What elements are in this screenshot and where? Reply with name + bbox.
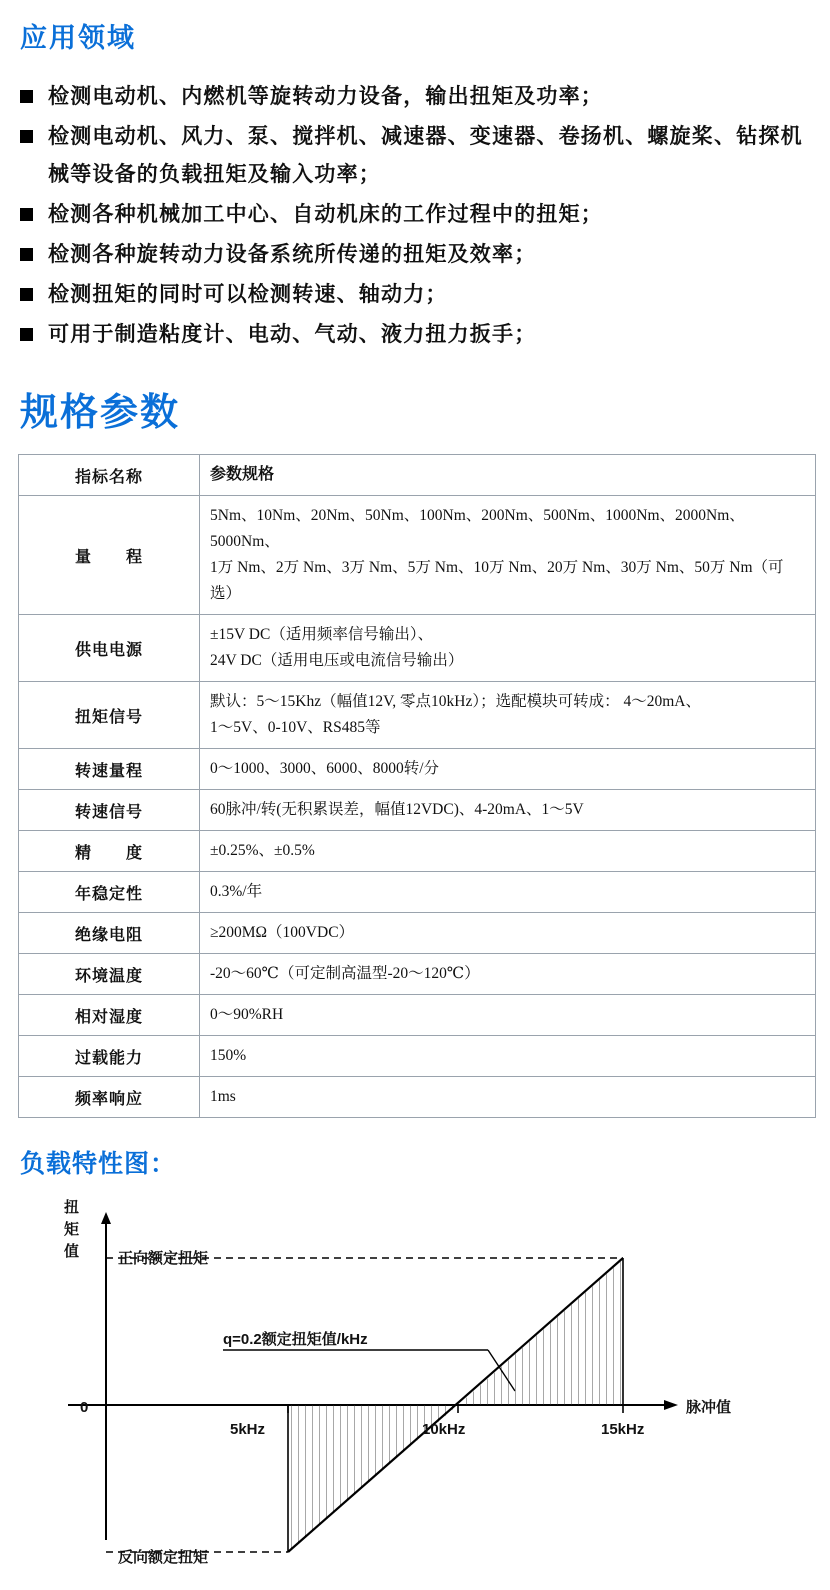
row-value-line: 1～5V、0-10V、RS485等 bbox=[210, 719, 381, 736]
row-label: 供电电源 bbox=[19, 615, 200, 682]
table-row bbox=[19, 1036, 816, 1077]
row-value-line: ±15V DC（适用频率信号输出）、 bbox=[210, 626, 434, 643]
row-label: 环境温度 bbox=[19, 954, 200, 995]
spec-table bbox=[18, 454, 816, 1118]
row-value: 0～90%RH bbox=[200, 995, 816, 1036]
row-value bbox=[200, 615, 816, 682]
row-label: 绝缘电阻 bbox=[19, 913, 200, 954]
x-tick-label: 10kHz bbox=[422, 1421, 466, 1438]
row-value-line: 24V DC（适用电压或电流信号输出） bbox=[210, 652, 464, 669]
table-header-label: 指标名称 bbox=[19, 455, 200, 496]
table-row bbox=[19, 790, 816, 831]
x-tick-label: 15kHz bbox=[601, 1421, 645, 1438]
row-label: 扭矩信号 bbox=[19, 682, 200, 749]
row-value: 1ms bbox=[200, 1077, 816, 1118]
table-row bbox=[19, 995, 816, 1036]
table-row bbox=[19, 913, 816, 954]
list-item bbox=[18, 117, 814, 193]
table-row bbox=[19, 455, 816, 496]
load-chart-title: 负载特性图： bbox=[20, 1150, 177, 1178]
row-value bbox=[200, 682, 816, 749]
table-header-value: 参数规格 bbox=[200, 455, 816, 496]
x-axis-label: 脉冲值 bbox=[686, 1399, 732, 1416]
table-row bbox=[19, 682, 816, 749]
row-label: 量 程 bbox=[19, 496, 200, 615]
list-item-text: 检测电动机、内燃机等旋转动力设备，输出扭矩及功率； bbox=[48, 84, 603, 108]
row-value bbox=[200, 496, 816, 615]
table-row bbox=[19, 872, 816, 913]
row-label: 年稳定性 bbox=[19, 872, 200, 913]
negative-rated-annotation: 反向额定扭矩 bbox=[118, 1549, 209, 1566]
y-axis-arrow bbox=[101, 1212, 111, 1224]
row-value: 0～1000、3000、6000、8000转/分 bbox=[200, 749, 816, 790]
row-value-line: 5Nm、10Nm、20Nm、50Nm、100Nm、200Nm、500Nm、1000Nm、2000Nm、5000Nm、 bbox=[210, 507, 745, 550]
table-row bbox=[19, 831, 816, 872]
row-value: 150% bbox=[200, 1036, 816, 1077]
row-label: 精 度 bbox=[19, 831, 200, 872]
application-list bbox=[18, 77, 814, 353]
row-value: ±0.25%、±0.5% bbox=[200, 831, 816, 872]
table-row bbox=[19, 749, 816, 790]
square-bullet-icon bbox=[20, 248, 33, 261]
row-label: 过载能力 bbox=[19, 1036, 200, 1077]
spec-section-title: 规格参数 bbox=[20, 392, 181, 434]
x-tick-label: 5kHz bbox=[230, 1421, 266, 1438]
table-row bbox=[19, 496, 816, 615]
list-item bbox=[18, 77, 814, 115]
list-item-text: 检测扭矩的同时可以检测转速、轴动力； bbox=[48, 282, 448, 306]
row-value: 60脉冲/转(无积累误差，幅值12VDC)、4-20mA、1～5V bbox=[200, 790, 816, 831]
list-item-text: 检测各种旋转动力设备系统所传递的扭矩及效率； bbox=[48, 242, 537, 266]
load-characteristic-chart bbox=[18, 1190, 816, 1590]
application-section-title: 应用领域 bbox=[20, 23, 136, 53]
row-label: 转速量程 bbox=[19, 749, 200, 790]
square-bullet-icon bbox=[20, 288, 33, 301]
origin-label: 0 bbox=[80, 1399, 89, 1416]
list-item-text: 可用于制造粘度计、电动、气动、液力扭力扳手； bbox=[48, 322, 537, 346]
y-axis-label-char: 矩 bbox=[64, 1221, 80, 1238]
load-chart-svg bbox=[18, 1190, 816, 1590]
square-bullet-icon bbox=[20, 90, 33, 103]
list-item-text: 检测各种机械加工中心、自动机床的工作过程中的扭矩； bbox=[48, 202, 603, 226]
row-label: 频率响应 bbox=[19, 1077, 200, 1118]
y-axis-label-char: 扭 bbox=[64, 1199, 80, 1216]
square-bullet-icon bbox=[20, 130, 33, 143]
list-item bbox=[18, 315, 814, 353]
list-item bbox=[18, 275, 814, 313]
product-spec-page bbox=[0, 16, 830, 1590]
list-item bbox=[18, 235, 814, 273]
table-row bbox=[19, 615, 816, 682]
x-axis-arrow bbox=[664, 1400, 678, 1410]
row-label: 转速信号 bbox=[19, 790, 200, 831]
positive-rated-annotation: 正向额定扭矩 bbox=[118, 1250, 209, 1267]
row-value: -20～60℃（可定制高温型-20～120℃） bbox=[200, 954, 816, 995]
list-item-text: 检测电动机、风力、泵、搅拌机、减速器、变速器、卷扬机、螺旋桨、钻探机械等设备的负载扭矩及输入功率； bbox=[48, 124, 803, 186]
row-value-line: 1万 Nm、2万 Nm、3万 Nm、5万 Nm、10万 Nm、20万 Nm、30万 Nm、50万 Nm（可选） bbox=[210, 559, 784, 602]
row-value-line: 默认：5～15Khz（幅值12V, 零点10kHz）；选配模块可转成： 4～20mA、 bbox=[210, 693, 701, 710]
table-row bbox=[19, 954, 816, 995]
row-value: ≥200MΩ（100VDC） bbox=[200, 913, 816, 954]
row-label: 相对湿度 bbox=[19, 995, 200, 1036]
y-axis-label-char: 值 bbox=[64, 1243, 80, 1260]
square-bullet-icon bbox=[20, 328, 33, 341]
square-bullet-icon bbox=[20, 208, 33, 221]
slope-annotation: q=0.2额定扭矩值/kHz bbox=[223, 1331, 368, 1348]
row-value: 0.3%/年 bbox=[200, 872, 816, 913]
list-item bbox=[18, 195, 814, 233]
table-row bbox=[19, 1077, 816, 1118]
